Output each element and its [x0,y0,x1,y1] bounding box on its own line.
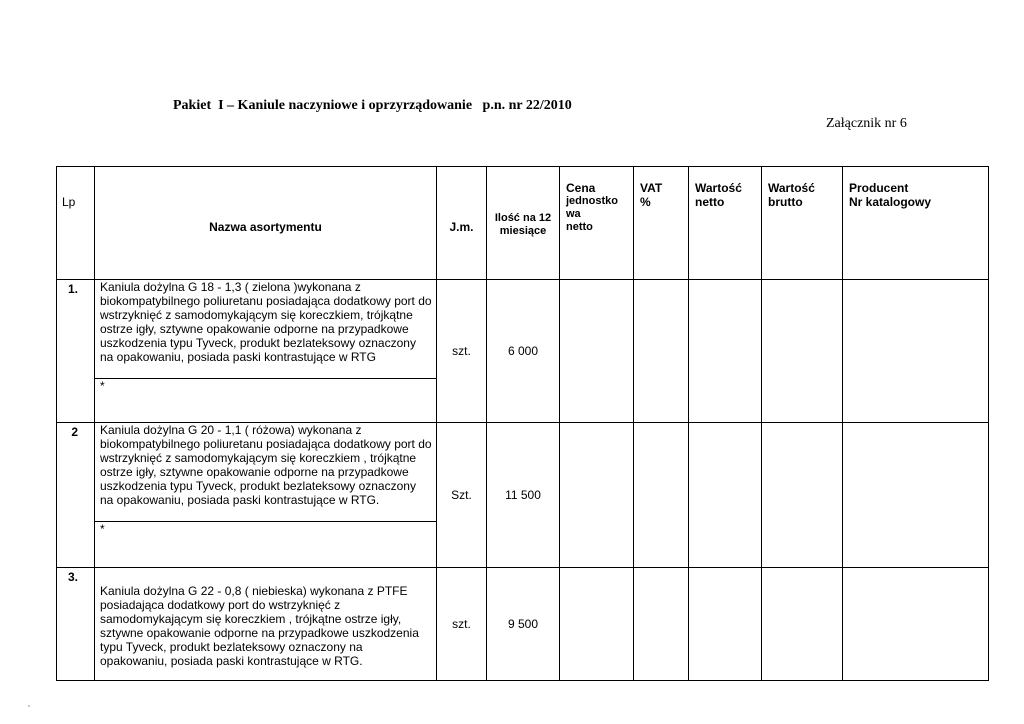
header-price-line1: Cena [566,181,596,195]
row-net-value[interactable] [689,280,762,423]
table-header-row [57,167,989,280]
row-note: * [95,521,436,562]
row-quantity: 9 500 [487,568,560,681]
header-vat [634,167,689,280]
row-producer[interactable] [843,280,989,423]
row-gross-value[interactable] [762,423,843,568]
row-gross-value[interactable] [762,568,843,681]
header-producer-line1: Producent [849,181,909,195]
header-price-line3: wa [566,208,581,220]
header-quantity [487,167,560,280]
row-vat[interactable] [634,423,689,568]
scan-artifact [28,705,30,707]
row-note: * [95,378,436,419]
header-vat-line2: % [640,195,651,209]
row-unit: szt. [437,568,487,681]
header-name: Nazwa asortymentu [95,167,437,280]
header-net-line2: netto [695,195,725,209]
row-unit-price[interactable] [560,568,634,681]
row-description-cell [95,280,437,423]
document-title: Pakiet I – Kaniule naczyniowe i oprzyrządowanie p.n. nr 22/2010 [173,98,572,113]
header-unit-price [560,167,634,280]
row-unit: Szt. [437,423,487,568]
row-vat[interactable] [634,280,689,423]
row-net-value[interactable] [689,568,762,681]
row-unit-price[interactable] [560,280,634,423]
pricing-table [56,166,989,681]
table-row [57,568,989,681]
header-net-value [689,167,762,280]
header-producer [843,167,989,280]
row-quantity: 11 500 [487,423,560,568]
row-net-value[interactable] [689,423,762,568]
row-number: 3. [57,568,95,681]
row-unit: szt. [437,280,487,423]
table-row [57,280,989,423]
row-description: Kaniula dożylna G 20 - 1,1 ( różowa) wykonana z biokompatybilnego poliuretanu posiadająca dodatkowy port do wstrzyknięć z samodomykającym się koreczkiem , trójkątne ostrze igły, sztywne opakowanie odporne na przypadkowe uszkodzenia typu Tyveck, produkt bezlateksowy oznaczony na opakowaniu, posiada paski kontrastujące w RTG. [100,423,432,507]
row-number: 1. [57,280,95,423]
header-price-line2: jednostko [566,195,618,207]
header-quantity-line1: Ilość na 12 [494,212,552,224]
row-producer[interactable] [843,423,989,568]
header-net-line1: Wartość [695,181,742,195]
row-unit-price[interactable] [560,423,634,568]
row-description: Kaniula dożylna G 18 - 1,3 ( zielona )wykonana z biokompatybilnego poliuretanu posiadająca dodatkowy port do wstrzyknięć z samodomykającym się koreczkiem, trójkątne ostrze igły, sztywne opakowanie odporne na przypadkowe uszkodzenia typu Tyveck, produkt bezlateksowy oznaczony na opakowaniu, posiada paski kontrastujące w RTG [100,280,432,364]
header-producer-line2: Nr katalogowy [849,195,932,209]
table-row [57,423,989,568]
row-description-cell [95,568,437,681]
row-number: 2 [57,423,95,568]
row-producer[interactable] [843,568,989,681]
header-unit: J.m. [437,167,487,280]
header-price-line4: netto [566,221,593,233]
header-gross-line2: brutto [768,195,803,209]
annex-label: Załącznik nr 6 [826,116,907,131]
header-vat-line1: VAT [640,181,663,195]
row-description-cell [95,423,437,568]
header-lp: Lp [57,167,95,280]
header-gross-line1: Wartość [768,181,815,195]
header-quantity-line2: miesiące [499,225,547,237]
row-vat[interactable] [634,568,689,681]
header-gross-value [762,167,843,280]
row-gross-value[interactable] [762,280,843,423]
row-description: Kaniula dożylna G 22 - 0,8 ( niebieska) wykonana z PTFE posiadająca dodatkowy port do wstrzyknięć z samodomykającym się koreczkiem , trójkątne ostrze igły, sztywne opakowanie odporne na przypadkowe uszkodzenia typu Tyveck, produkt bezlateksowy oznaczony na opakowaniu, posiada paski kontrastujące w RTG. [100,584,419,668]
row-quantity: 6 000 [487,280,560,423]
